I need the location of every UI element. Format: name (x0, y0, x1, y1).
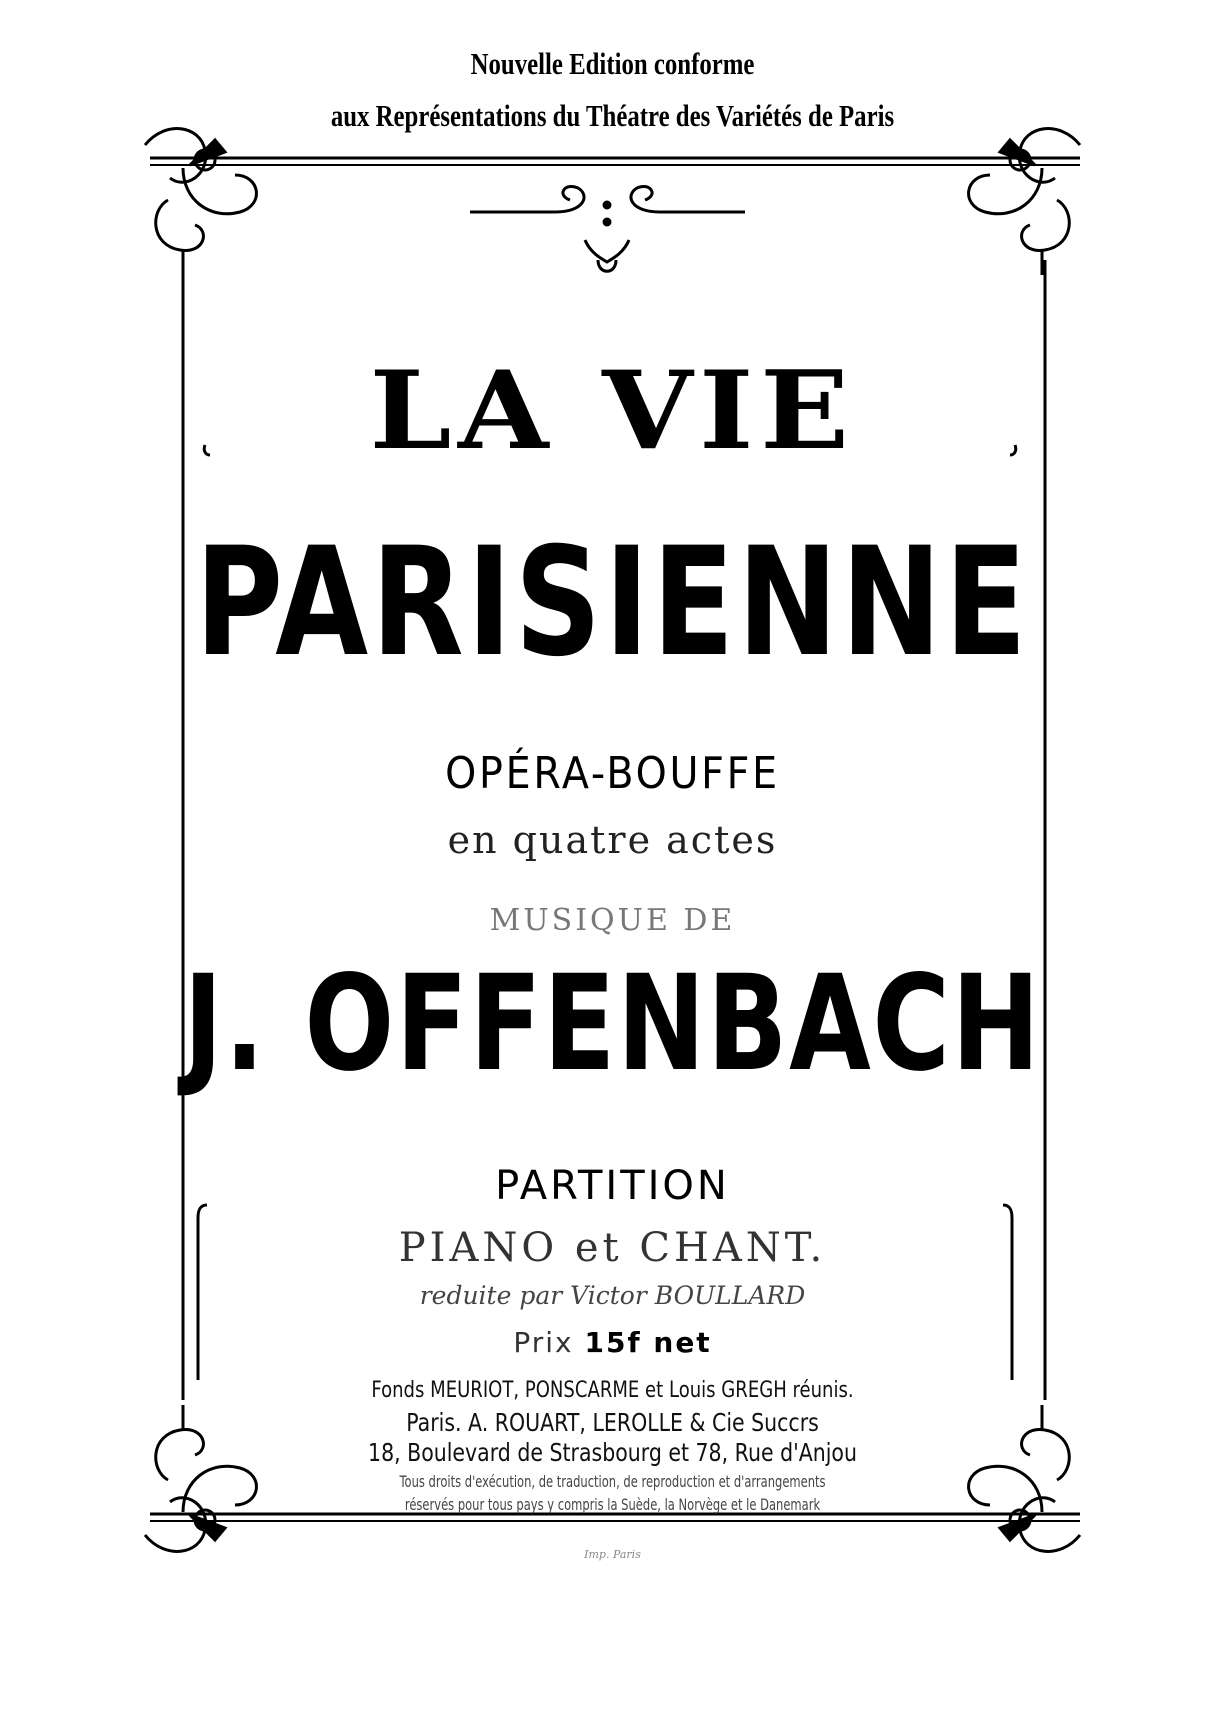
publisher-line-2: Paris. A. ROUART, LEROLLE & Cie Succrs (406, 1408, 819, 1437)
title-line-1: LA VIE (369, 348, 856, 474)
printer-credit: Imp. Paris (584, 1548, 641, 1561)
rights-notice-line-2: réservés pour tous pays y compris la Suède, la Norvège et le Danemark (404, 1495, 821, 1514)
rights-notice-line-1: Tous droits d'exécution, de traduction, de reproduction et d'arrangements (399, 1472, 826, 1491)
music-by-label: MUSIQUE DE (489, 903, 736, 938)
voicing: PIANO et CHANT. (398, 1225, 827, 1271)
edition-note-line-2: aux Représentations du Théatre des Variétés de Paris (330, 98, 895, 133)
composer-name: J. OFFENBACH (183, 947, 1042, 1101)
corner-ornament-top-left (145, 129, 256, 275)
price-value: 15f net (584, 1326, 712, 1359)
genre: OPÉRA-BOUFFE (445, 748, 780, 799)
top-center-ornament (470, 186, 745, 271)
partition-label: PARTITION (495, 1163, 730, 1209)
corner-ornament-top-right (969, 129, 1080, 275)
reduction-credit: reduite par Victor BOULLARD (419, 1281, 806, 1310)
acts: en quatre actes (447, 818, 778, 862)
publisher-line-1: Fonds MEURIOT, PONSCARME et Louis GREGH réunis. (371, 1378, 854, 1403)
edition-note-line-1: Nouvelle Edition conforme (470, 46, 755, 81)
price-label: Prix (513, 1326, 574, 1359)
publisher-address: 18, Boulevard de Strasbourg et 78, Rue d'Anjou (368, 1438, 857, 1467)
title-line-2: PARISIENNE (195, 516, 1030, 690)
price (0, 1326, 1225, 1359)
